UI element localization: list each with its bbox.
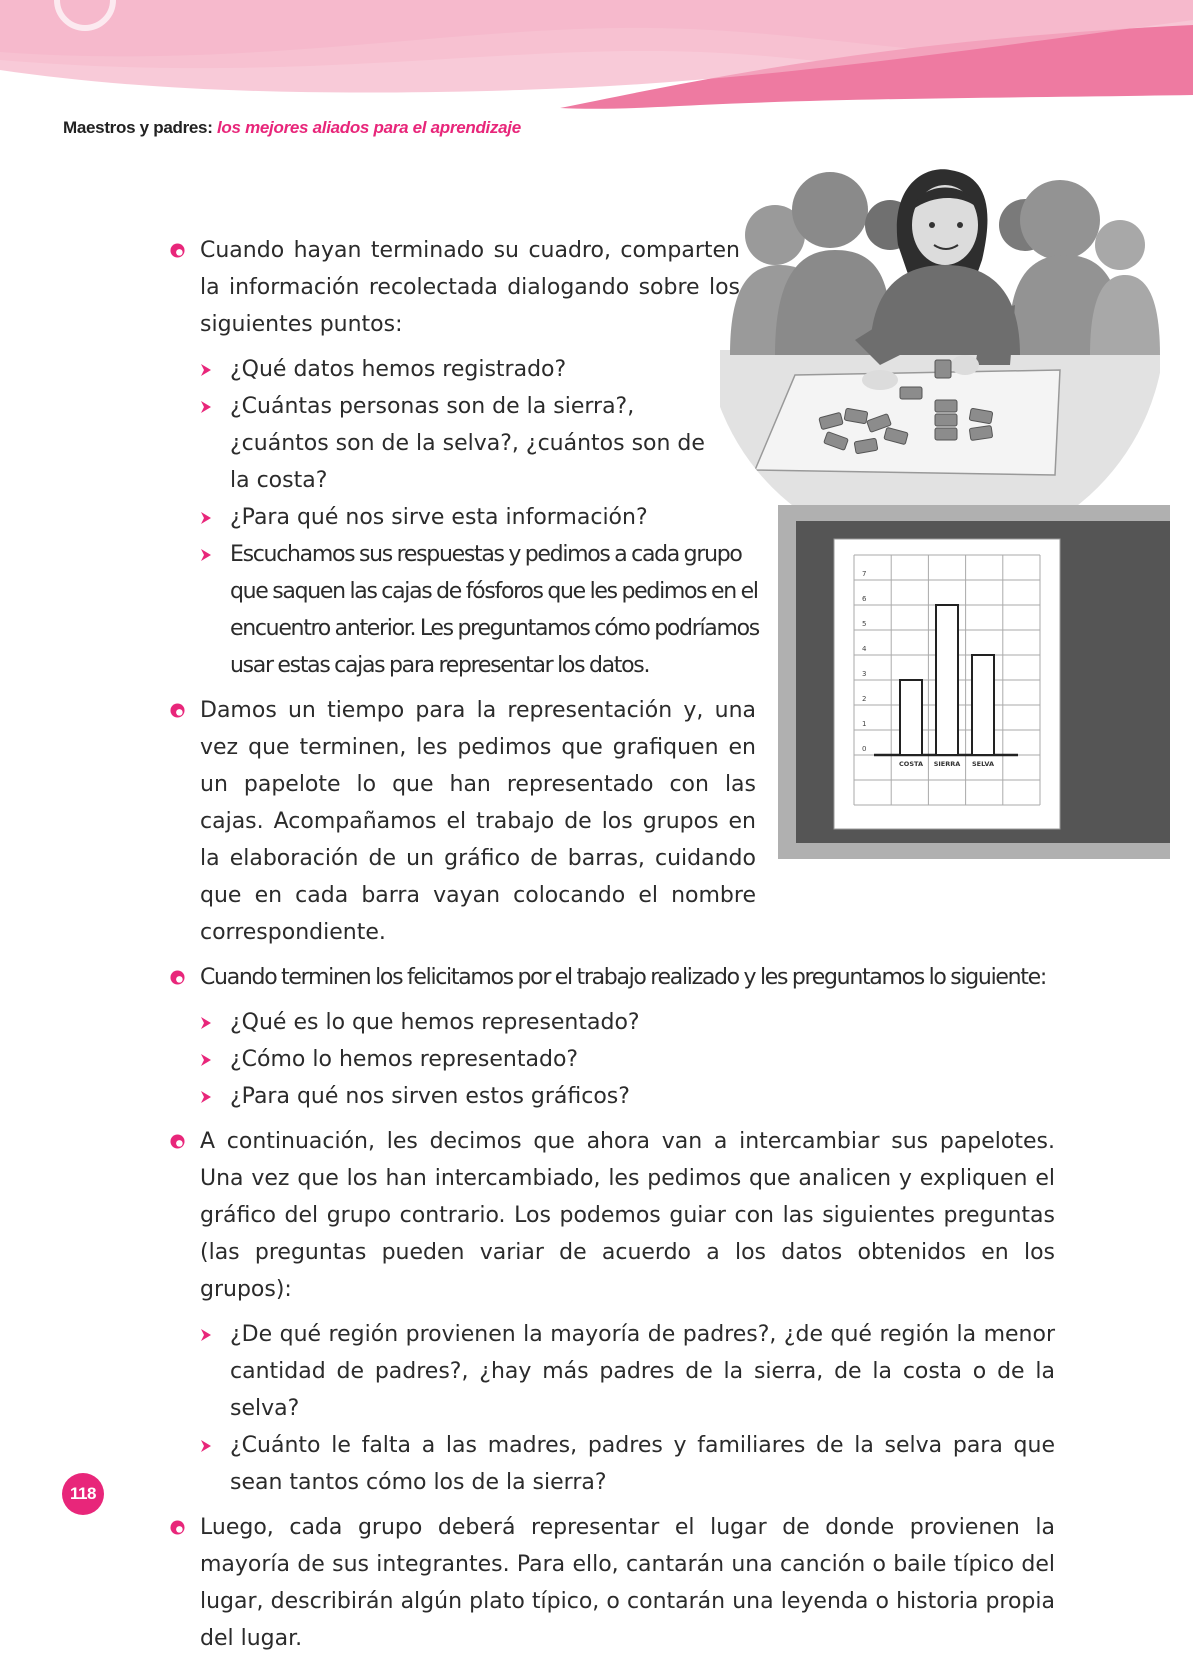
running-head bbox=[63, 118, 521, 138]
list-item-text: Escuchamos sus respuestas y pedimos a cada grupo que saquen las cajas de fósforos que les pedimos en el encuentro anterior. Les preguntamos cómo podríamos usar estas cajas para representar los datos. bbox=[230, 542, 759, 678]
bullet-item bbox=[170, 1123, 1055, 1308]
question-list bbox=[200, 1004, 1055, 1115]
bullet-icon bbox=[170, 1520, 185, 1535]
chevron-right-icon bbox=[200, 1439, 212, 1453]
page-number: 118 bbox=[62, 1473, 104, 1515]
paragraph-text: Cuando hayan terminado su cuadro, comparten la información recolectada dialogando sobre los siguientes puntos: bbox=[200, 238, 740, 337]
chevron-right-icon bbox=[200, 1053, 212, 1067]
x-category-label: SIERRA bbox=[933, 760, 961, 768]
list-item bbox=[200, 1041, 1055, 1078]
y-tick-label: 1 bbox=[862, 720, 867, 728]
y-tick-label: 7 bbox=[862, 570, 867, 578]
bullet-item bbox=[170, 232, 740, 343]
chevron-right-icon bbox=[200, 548, 212, 562]
list-item bbox=[200, 536, 770, 684]
question-list bbox=[200, 351, 1055, 684]
list-item bbox=[200, 1078, 1055, 1115]
paragraph-text: Cuando terminen los felicitamos por el trabajo realizado y les preguntamos lo siguiente: bbox=[200, 965, 1046, 990]
list-item-text: ¿Cuánto le falta a las madres, padres y familiares de la selva para que sean tantos cómo los de la sierra? bbox=[230, 1433, 1055, 1495]
y-tick-label: 2 bbox=[862, 695, 867, 703]
question-list bbox=[200, 1316, 1055, 1501]
main-content bbox=[170, 232, 1055, 1657]
list-item-text: ¿Cuántas personas son de la sierra?, ¿cuántos son de la selva?, ¿cuántos son de la costa? bbox=[230, 394, 705, 493]
chevron-right-icon bbox=[200, 400, 212, 414]
bullet-icon bbox=[170, 970, 185, 985]
list-item bbox=[200, 499, 710, 536]
list-item-text: ¿Qué es lo que hemos representado? bbox=[230, 1010, 640, 1035]
header-subtitle: los mejores aliados para el aprendizaje bbox=[217, 118, 521, 137]
y-tick-label: 0 bbox=[862, 745, 867, 753]
list-item bbox=[200, 1427, 1055, 1501]
bullet-icon bbox=[170, 243, 185, 258]
bullet-item bbox=[170, 692, 756, 951]
list-item-text: ¿Cómo lo hemos representado? bbox=[230, 1047, 579, 1072]
list-item-text: ¿Para qué nos sirve esta información? bbox=[230, 505, 648, 530]
y-tick-label: 3 bbox=[862, 670, 867, 678]
x-category-label: COSTA bbox=[899, 760, 923, 768]
paragraph-text: Luego, cada grupo deberá representar el lugar de donde provienen la mayoría de sus integrantes. Para ello, cantarán una canción o baile típico del lugar, describirán algún plato típico, o contarán una leyenda o historia propia del lugar. bbox=[200, 1515, 1055, 1651]
y-tick-label: 5 bbox=[862, 620, 867, 628]
bullet-item bbox=[170, 959, 1055, 996]
chevron-right-icon bbox=[200, 511, 212, 525]
header-title: Maestros y padres: bbox=[63, 118, 213, 137]
bullet-item bbox=[170, 1509, 1055, 1657]
list-item-text: ¿De qué región provienen la mayoría de padres?, ¿de qué región la menor cantidad de padres?, ¿hay más padres de la sierra, de la costa o de la selva? bbox=[230, 1322, 1055, 1421]
chevron-right-icon bbox=[200, 1016, 212, 1030]
x-category-label: SELVA bbox=[972, 760, 994, 768]
list-item bbox=[200, 351, 710, 388]
list-item-text: ¿Para qué nos sirven estos gráficos? bbox=[230, 1084, 630, 1109]
list-item bbox=[200, 1004, 1055, 1041]
bullet-icon bbox=[170, 1134, 185, 1149]
y-tick-label: 4 bbox=[862, 645, 867, 653]
paragraph-text: A continuación, les decimos que ahora van a intercambiar sus papelotes. Una vez que los han intercambiado, les pedimos que analicen y expliquen el gráfico del grupo contrario. Los podemos guiar con las siguientes preguntas (las preguntas pueden variar de acuerdo a los datos obtenidos en los grupos): bbox=[200, 1129, 1055, 1302]
chevron-right-icon bbox=[200, 1328, 212, 1342]
list-item-text: ¿Qué datos hemos registrado? bbox=[230, 357, 567, 382]
list-item bbox=[200, 388, 710, 499]
paragraph-text: Damos un tiempo para la representación y, una vez que terminen, les pedimos que grafiquen en un papelote lo que han representado con las cajas. Acompañamos el trabajo de los grupos en la elaboración de un gráfico de barras, cuidando que en cada barra vayan colocando el nombre correspondiente. bbox=[200, 698, 756, 945]
list-item bbox=[200, 1316, 1055, 1427]
y-tick-label: 6 bbox=[862, 595, 867, 603]
chevron-right-icon bbox=[200, 1090, 212, 1104]
bullet-icon bbox=[170, 703, 185, 718]
chevron-right-icon bbox=[200, 363, 212, 377]
